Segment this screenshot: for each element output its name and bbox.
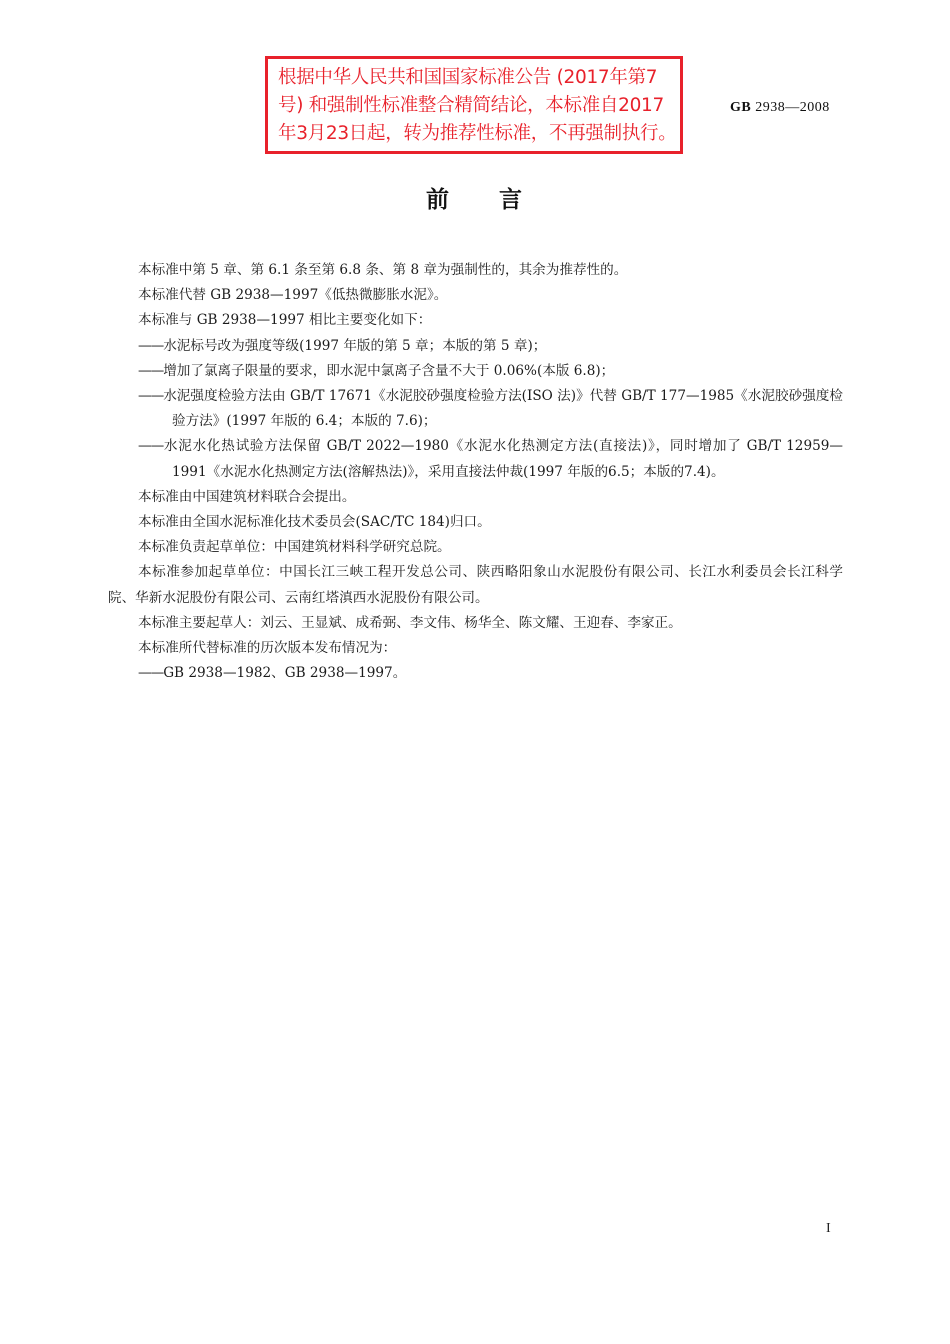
paragraph-changes-intro: 本标准与 GB 2938—1997 相比主要变化如下：	[138, 312, 432, 329]
title-char-2: 言	[499, 187, 524, 213]
paragraph-committee: 本标准由全国水泥标准化技术委员会(SAC/TC 184)归口。	[138, 514, 491, 531]
standard-prefix: GB	[730, 100, 752, 115]
dash-mark: ——	[138, 665, 164, 682]
page-number: I	[826, 1221, 831, 1236]
change-item-4	[108, 434, 843, 484]
history-item	[108, 661, 843, 686]
change-item-text: 水泥强度检验方法由 GB/T 17671《水泥胶砂强度检验方法(ISO 法)》代替 GB/T 177—1985《水泥胶砂强度检验方法》(1997 年版的 6.4；本版的 7.6)；	[163, 388, 843, 430]
notice-line-1: 根据中华人民共和国国家标准公告 (2017年第7	[278, 67, 658, 88]
paragraph-history-intro: 本标准所代替标准的历次版本发布情况为：	[138, 640, 397, 657]
paragraph-drafters: 本标准主要起草人：刘云、王显斌、成希弼、李文伟、杨华全、陈文耀、王迎春、李家正。	[138, 614, 682, 631]
paragraph-drafting-unit: 本标准负责起草单位：中国建筑材料科学研究总院。	[138, 539, 451, 556]
paragraph-participating-units: 本标准参加起草单位：中国长江三峡工程开发总公司、陕西略阳象山水泥股份有限公司、长江水利委员会长江科学院、华新水泥股份有限公司、云南红塔滇西水泥股份有限公司。	[108, 564, 843, 606]
dash-mark: ——	[138, 388, 164, 405]
paragraph-proposer: 本标准由中国建筑材料联合会提出。	[138, 488, 356, 505]
paragraph-mandatory-clauses: 本标准中第 5 章、第 6.1 条至第 6.8 条、第 8 章为强制性的，其余为推荐性的。	[138, 262, 628, 278]
change-item-2	[108, 359, 843, 384]
paragraph-replaces: 本标准代替 GB 2938—1997《低热微膨胀水泥》。	[138, 287, 448, 304]
page-title	[0, 181, 950, 214]
title-char-1: 前	[426, 187, 451, 213]
change-item-1	[108, 334, 843, 359]
dash-mark: ——	[138, 362, 164, 379]
change-item-3	[108, 384, 843, 434]
notice-line-2: 号) 和强制性标准整合精简结论，本标准自2017	[278, 95, 664, 116]
change-item-text: 水泥标号改为强度等级(1997 年版的第 5 章；本版的第 5 章)；	[163, 337, 547, 354]
history-item-text: GB 2938—1982、GB 2938—1997。	[163, 665, 407, 682]
standard-number: 2938—2008	[755, 100, 830, 115]
mandatory-status-notice	[265, 56, 683, 154]
foreword-body	[108, 258, 843, 686]
notice-line-3: 年3月23日起，转为推荐性标准，不再强制执行。	[278, 123, 677, 144]
dash-mark: ——	[138, 337, 164, 354]
dash-mark: ——	[138, 438, 164, 455]
standard-code	[730, 100, 830, 116]
change-item-text: 增加了氯离子限量的要求，即水泥中氯离子含量不大于 0.06%(本版 6.8)；	[163, 362, 615, 379]
change-item-text: 水泥水化热试验方法保留 GB/T 2022—1980《水泥水化热测定方法(直接法)》，同时增加了 GB/T 12959—1991《水泥水化热测定方法(溶解热法)》，采用直接法仲裁(1997 年版的6.5；本版的7.4)。	[163, 438, 843, 480]
